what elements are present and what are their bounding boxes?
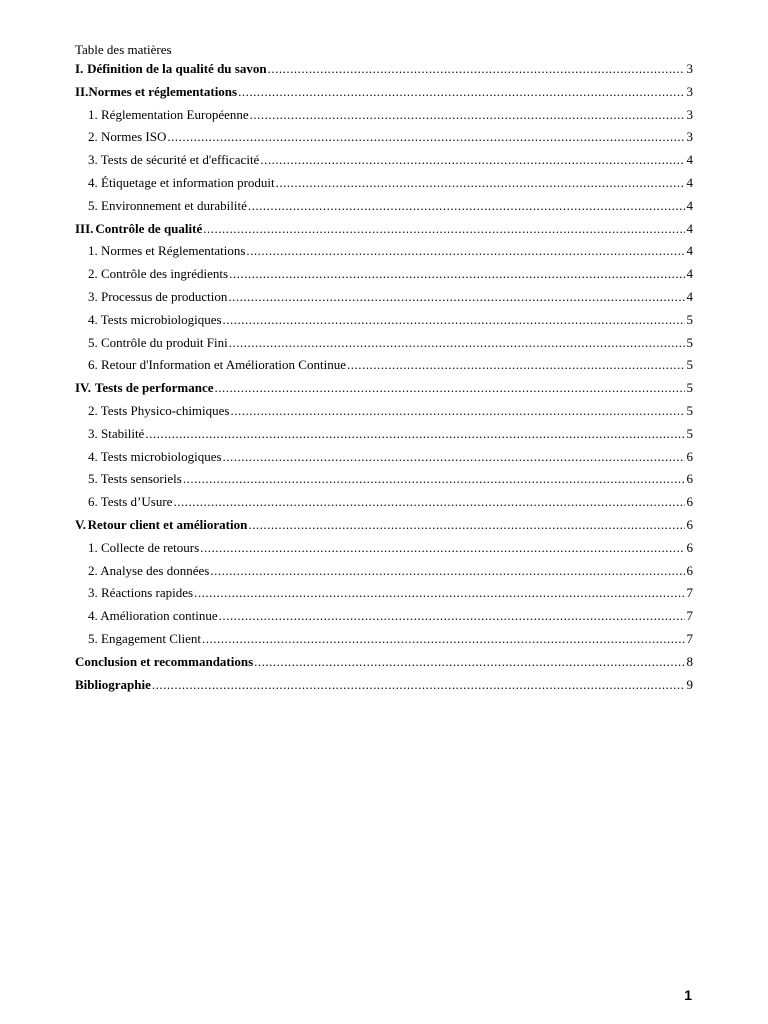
toc-entry-label: 5. Environnement et durabilité: [88, 197, 247, 213]
toc-entry[interactable]: [75, 354, 693, 377]
toc-dot-leader: [248, 195, 685, 218]
toc-entry-number: II.: [75, 83, 89, 99]
toc-entry-page: 9: [686, 676, 693, 692]
toc-entry-label: Définition de la qualité du savon: [87, 61, 267, 76]
toc-entry[interactable]: [75, 58, 693, 81]
toc-entry-label: 3. Stabilité: [88, 425, 145, 441]
toc-entry-page: 3: [686, 106, 693, 122]
toc-entry[interactable]: [75, 149, 693, 172]
toc-dot-leader: [203, 218, 685, 241]
toc-dot-leader: [250, 104, 685, 127]
toc-dot-leader: [248, 514, 685, 537]
toc-dot-leader: [183, 468, 685, 491]
toc-entry-label: 3. Réactions rapides: [88, 585, 194, 601]
toc-entry[interactable]: [75, 286, 693, 309]
toc-entry-page: 4: [686, 220, 693, 236]
toc-entry[interactable]: [75, 126, 693, 149]
toc-entry[interactable]: [75, 491, 693, 514]
toc-entry[interactable]: [75, 628, 693, 651]
toc-heading: Table des matières: [75, 42, 172, 57]
toc-entry-label: 2. Normes ISO: [88, 129, 167, 145]
toc-entry-page: 4: [686, 197, 693, 213]
toc-entry-page: 4: [686, 152, 693, 168]
toc-dot-leader: [202, 628, 685, 651]
toc-dot-leader: [223, 446, 685, 469]
toc-dot-leader: [238, 81, 685, 104]
toc-entry-page: 4: [686, 174, 693, 190]
toc-entry[interactable]: [75, 172, 693, 195]
toc-entry-label: 2. Tests Physico-chimiques: [88, 402, 230, 418]
toc-entry-number: III.: [75, 220, 94, 236]
toc-entry-label: 5. Contrôle du produit Fini: [88, 334, 228, 350]
toc-dot-leader: [194, 582, 685, 605]
toc-entry-page: 5: [686, 334, 693, 350]
toc-dot-leader: [276, 172, 685, 195]
toc-entry-page: 6: [686, 471, 693, 487]
toc-dot-leader: [229, 332, 685, 355]
toc-entry-label: 5. Tests sensoriels: [88, 471, 182, 487]
toc-entry-label: 4. Amélioration continue: [88, 608, 218, 624]
toc-entry-page: 6: [686, 539, 693, 555]
toc-entry-label: 1. Collecte de retours: [88, 539, 200, 555]
toc-entry-label: 2. Analyse des données: [88, 562, 210, 578]
toc-entry[interactable]: [75, 468, 693, 491]
toc-entry[interactable]: [75, 560, 693, 583]
toc-entry-label: 4. Étiquetage et information produit: [88, 174, 275, 190]
toc-entry-page: 5: [686, 380, 693, 396]
toc-entry[interactable]: [75, 514, 693, 537]
toc-entry[interactable]: [75, 423, 693, 446]
toc-dot-leader: [210, 560, 685, 583]
toc-dot-leader: [347, 354, 685, 377]
toc-entry[interactable]: [75, 377, 693, 400]
toc-entry[interactable]: [75, 400, 693, 423]
toc-entry-label: 5. Engagement Client: [88, 630, 202, 646]
toc-entry-page: 6: [686, 494, 693, 510]
toc-entry-label: Bibliographie: [75, 676, 151, 692]
footer-page-number: 1: [684, 987, 692, 1003]
toc-entry-label: 1. Normes et Réglementations: [88, 243, 246, 259]
toc-entry-label: Tests de performance: [94, 380, 214, 396]
toc-entry[interactable]: [75, 674, 693, 697]
toc-entry-page: 5: [686, 311, 693, 327]
toc-dot-leader: [219, 605, 685, 628]
toc-dot-leader: [260, 149, 685, 172]
toc-dot-leader: [246, 240, 685, 263]
toc-entry-page: 7: [686, 585, 693, 601]
toc-dot-leader: [228, 286, 685, 309]
toc-entry-page: 4: [686, 266, 693, 282]
toc-dot-leader: [268, 58, 685, 81]
toc-dot-leader: [173, 491, 685, 514]
toc-entry[interactable]: [75, 582, 693, 605]
toc-entry-page: 7: [686, 630, 693, 646]
toc-dot-leader: [167, 126, 685, 149]
toc-dot-leader: [145, 423, 685, 446]
toc-entry-number: V.: [75, 516, 86, 532]
toc-entry[interactable]: [75, 263, 693, 286]
table-of-contents: [75, 58, 693, 696]
toc-entry-label: Retour client et amélioration: [87, 516, 248, 532]
toc-entry-page: 6: [686, 448, 693, 464]
toc-dot-leader: [254, 651, 685, 674]
toc-entry-label: 2. Contrôle des ingrédients: [88, 266, 229, 282]
toc-entry-page: 5: [686, 357, 693, 373]
toc-entry-page: 3: [686, 83, 693, 99]
toc-entry[interactable]: [75, 446, 693, 469]
toc-entry-label: Conclusion et recommandations: [75, 653, 254, 669]
toc-entry[interactable]: [75, 537, 693, 560]
toc-entry-page: 3: [686, 61, 693, 76]
toc-entry-page: 5: [686, 402, 693, 418]
toc-entry[interactable]: [75, 218, 693, 241]
toc-entry-label: 3. Tests de sécurité et d'efficacité: [88, 152, 260, 168]
toc-entry[interactable]: [75, 81, 693, 104]
toc-entry-label: 1. Réglementation Européenne: [88, 106, 249, 122]
toc-entry[interactable]: [75, 605, 693, 628]
toc-entry-label: 4. Tests microbiologiques: [88, 311, 222, 327]
toc-entry[interactable]: [75, 240, 693, 263]
toc-entry-label: 3. Processus de production: [88, 288, 228, 304]
toc-entry-label: Contrôle de qualité: [95, 220, 203, 236]
toc-entry-page: 3: [686, 129, 693, 145]
toc-entry-page: 7: [686, 608, 693, 624]
toc-dot-leader: [215, 377, 685, 400]
toc-entry-number: I.: [75, 61, 84, 76]
toc-entry-label: Normes et réglementations: [88, 83, 238, 99]
toc-entry-page: 5: [686, 425, 693, 441]
toc-entry-label: 6. Retour d'Information et Amélioration Continue: [88, 357, 346, 373]
toc-entry-label: 6. Tests d’Usure: [88, 494, 173, 510]
toc-entry-page: 4: [686, 243, 693, 259]
toc-entry-page: 6: [686, 562, 693, 578]
toc-entry-page: 4: [686, 288, 693, 304]
toc-dot-leader: [223, 309, 685, 332]
toc-dot-leader: [229, 263, 685, 286]
toc-entry-page: 8: [686, 653, 693, 669]
toc-dot-leader: [200, 537, 685, 560]
toc-dot-leader: [152, 674, 685, 697]
toc-entry[interactable]: [75, 104, 693, 127]
toc-dot-leader: [230, 400, 685, 423]
toc-entry[interactable]: [75, 309, 693, 332]
toc-entry[interactable]: [75, 195, 693, 218]
toc-entry[interactable]: [75, 332, 693, 355]
toc-entry[interactable]: [75, 651, 693, 674]
toc-entry-number: IV.: [75, 380, 92, 396]
toc-entry-page: 6: [686, 516, 693, 532]
toc-entry-label: 4. Tests microbiologiques: [88, 448, 222, 464]
